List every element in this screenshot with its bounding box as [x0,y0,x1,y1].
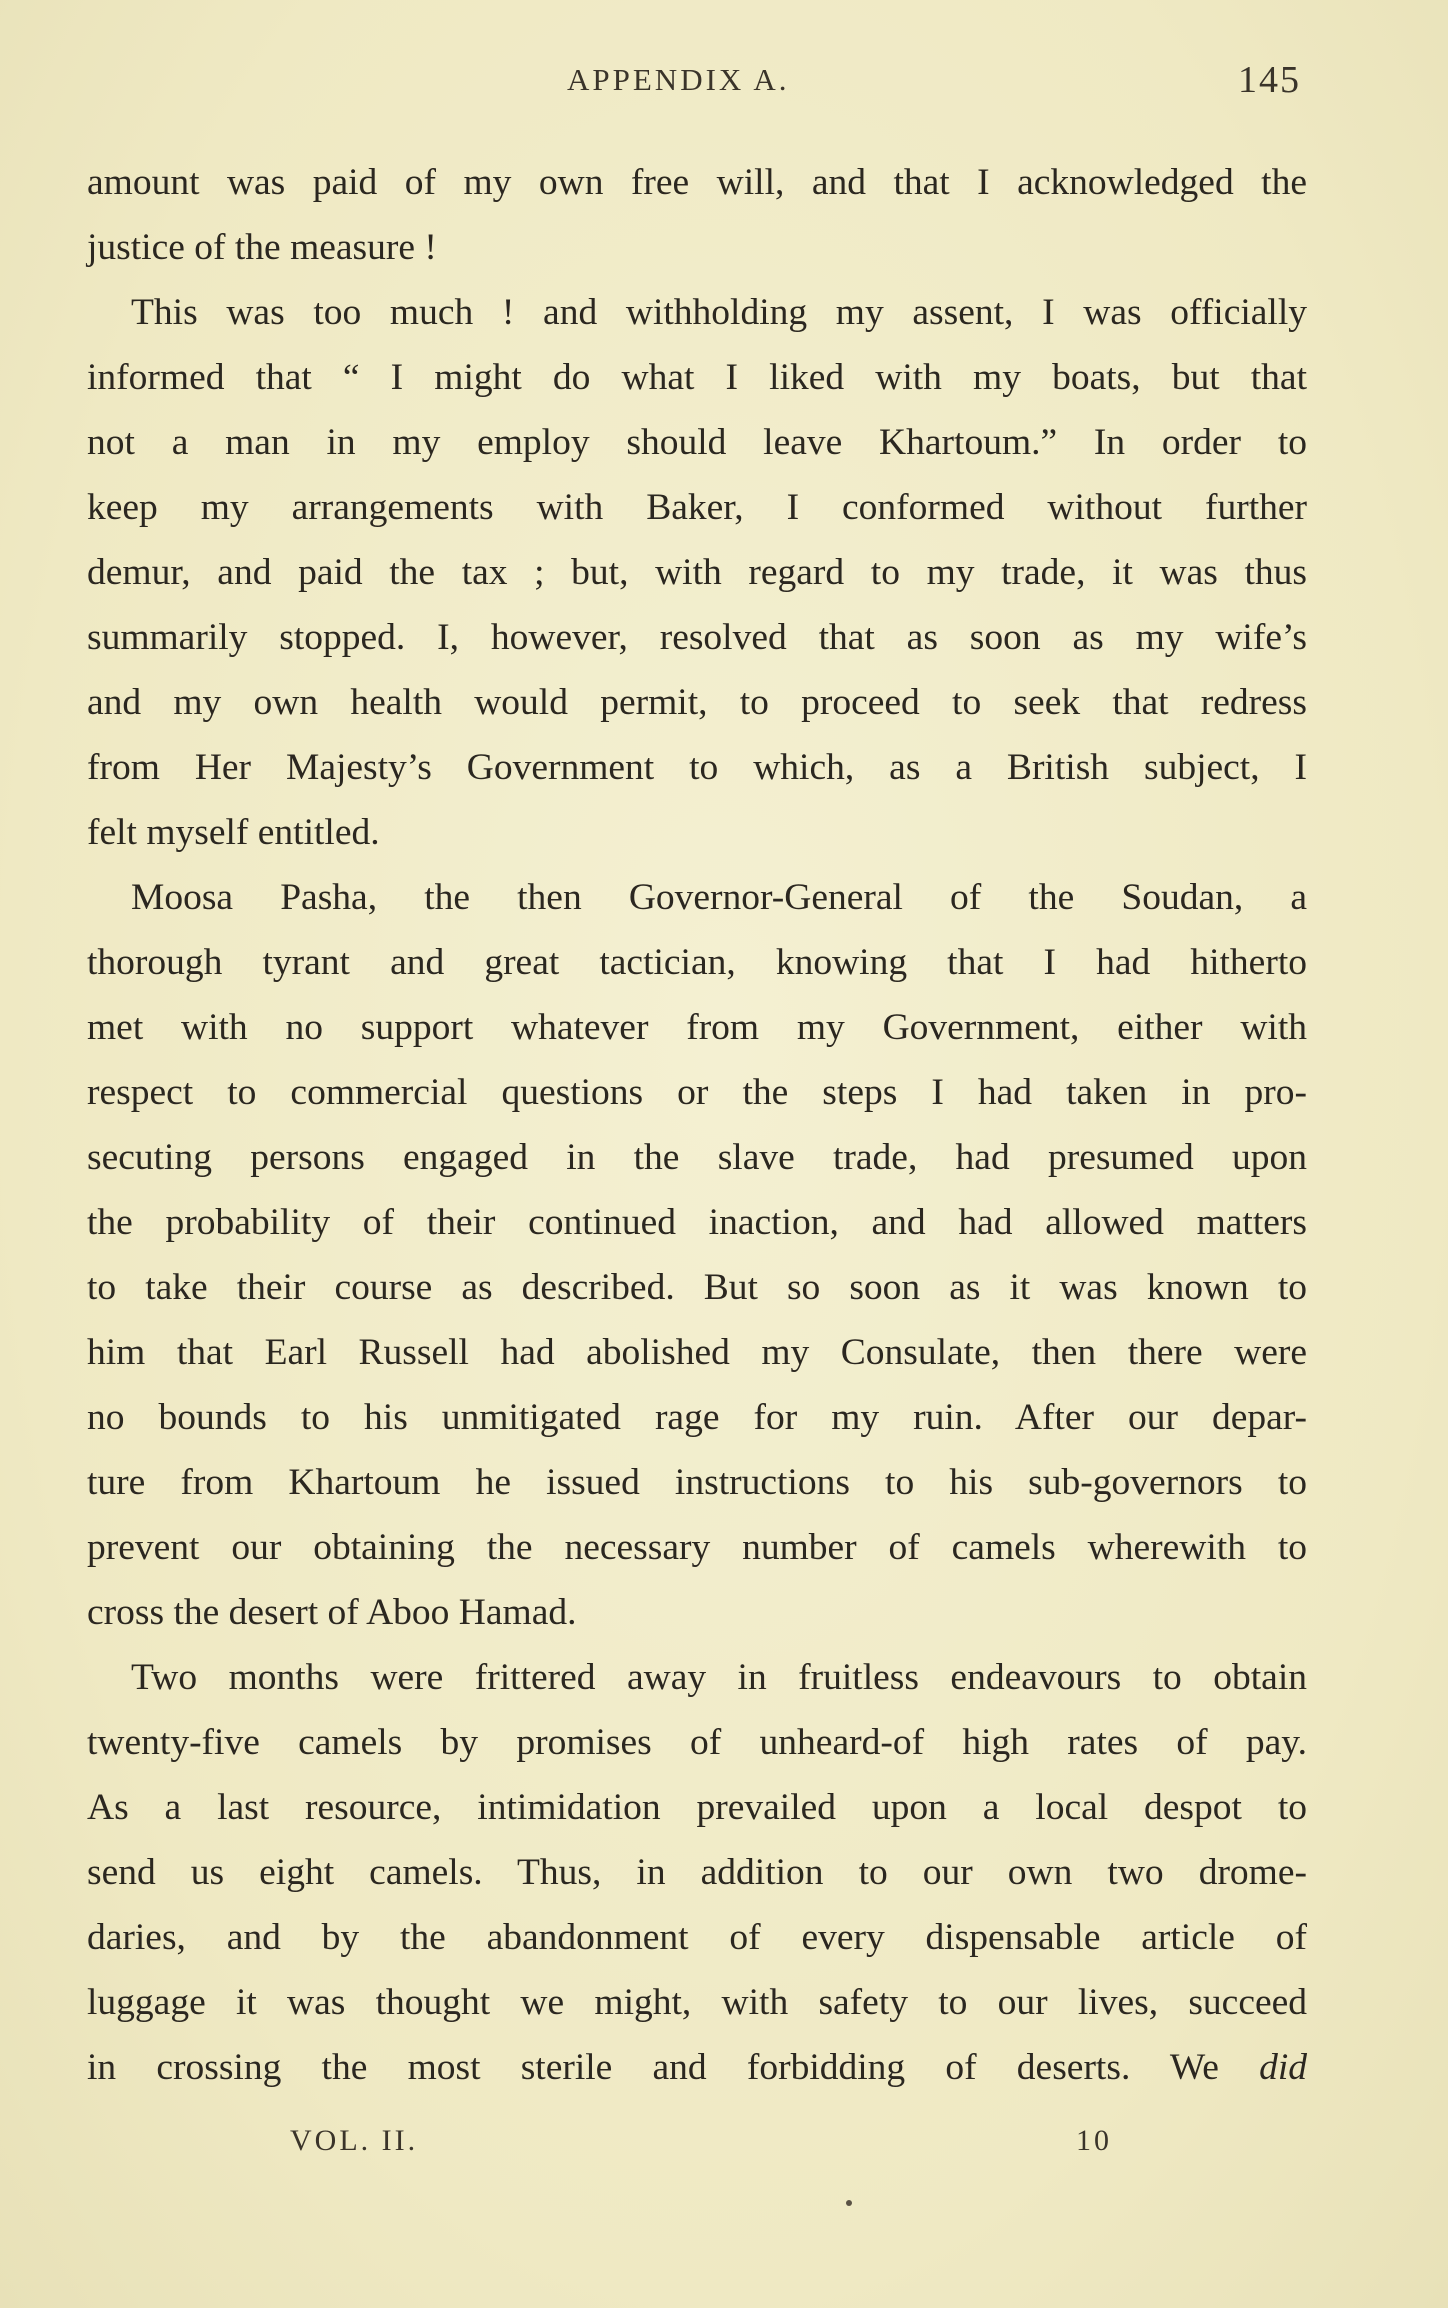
text-line: As a last resource, intimidation prevailed upon a local despot to [87,1787,1307,1828]
page-number: 145 [1238,59,1301,101]
paragraph-first-line: Two months were frittered away in fruitless endeavours to obtain [131,1657,1307,1698]
text-line: keep my arrangements with Baker, I conformed without further [87,487,1307,528]
text-line: met with no support whatever from my Government, either with [87,1007,1307,1048]
text-line: respect to commercial questions or the steps I had taken in pro- [87,1072,1307,1113]
text-line: thorough tyrant and great tactician, knowing that I had hitherto [87,942,1307,983]
running-head [0,58,1448,108]
volume-signature: VOL. II. [290,2124,419,2157]
text-line: him that Earl Russell had abolished my Consulate, then there were [87,1332,1307,1373]
text-line: cross the desert of Aboo Hamad. [87,1592,577,1633]
text-line: justice of the measure ! [87,227,437,268]
text-line: not a man in my employ should leave Khartoum.” In order to [87,422,1307,463]
paragraph-first-line: This was too much ! and withholding my assent, I was officially [131,292,1307,333]
text-line-last [87,2035,1307,2100]
text-line: the probability of their continued inaction, and had allowed matters [87,1202,1307,1243]
text-line: send us eight camels. Thus, in addition to our own two drome- [87,1852,1307,1893]
text-line: demur, and paid the tax ; but, with regard to my trade, it was thus [87,552,1307,593]
text-line: ture from Khartoum he issued instructions to his sub-governors to [87,1462,1307,1503]
text-line: felt myself entitled. [87,812,380,853]
text-line: twenty-five camels by promises of unheard-of high rates of pay. [87,1722,1307,1763]
italic-word: did [1259,2047,1307,2088]
text-line: amount was paid of my own free will, and that I acknowledged the [87,162,1307,203]
text-line: and my own health would permit, to proceed to seek that redress [87,682,1307,723]
page-footer [0,2124,1448,2174]
running-title: APPENDIX A. [567,62,790,97]
text-line-last-words: in crossing the most sterile and forbidding of deserts. We [87,2047,1219,2088]
text-line: luggage it was thought we might, with safety to our lives, succeed [87,1982,1307,2023]
text-line: secuting persons engaged in the slave trade, had presumed upon [87,1137,1307,1178]
paper-speck [846,2200,852,2206]
text-line: informed that “ I might do what I liked with my boats, but that [87,357,1307,398]
text-line: from Her Majesty’s Government to which, as a British subject, I [87,747,1307,788]
body-text [87,150,1307,2100]
paragraph-first-line: Moosa Pasha, the then Governor-General of the Soudan, a [131,877,1307,918]
text-line: daries, and by the abandonment of every dispensable article of [87,1917,1307,1958]
text-line: to take their course as described. But so soon as it was known to [87,1267,1307,1308]
text-line: summarily stopped. I, however, resolved that as soon as my wife’s [87,617,1307,658]
gathering-number: 10 [1076,2124,1112,2157]
text-line: no bounds to his unmitigated rage for my ruin. After our depar- [87,1397,1307,1438]
text-line: prevent our obtaining the necessary number of camels wherewith to [87,1527,1307,1568]
